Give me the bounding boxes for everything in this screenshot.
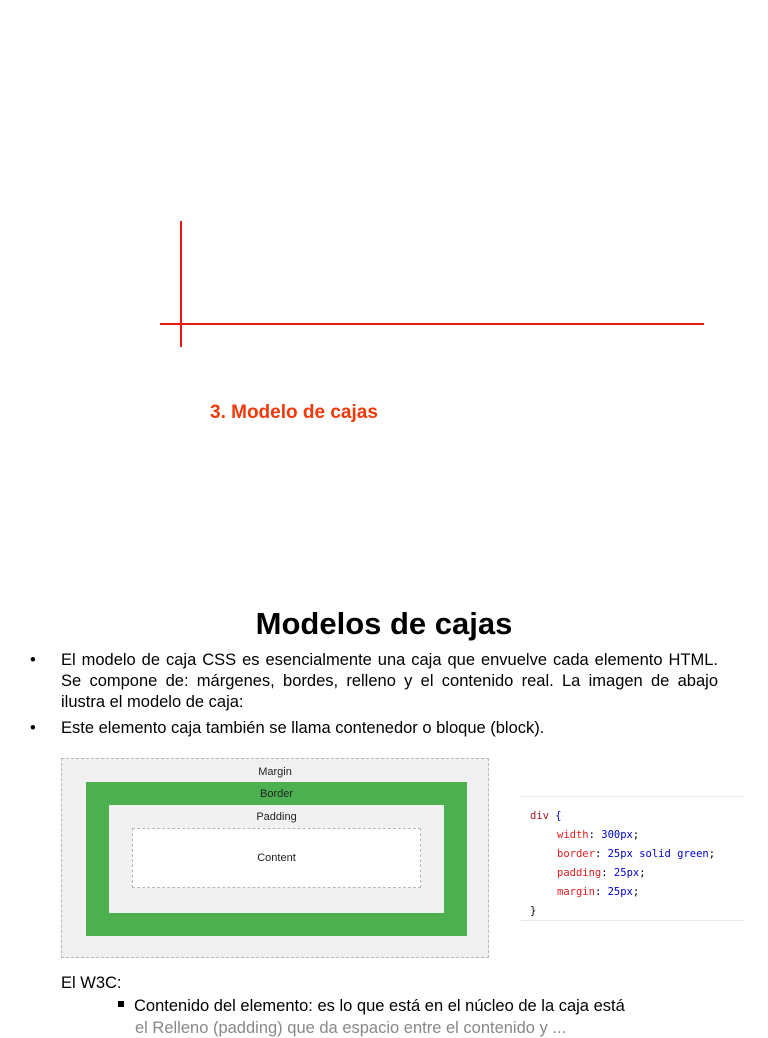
padding-label: Padding (256, 811, 297, 823)
section-title: 3. Modelo de cajas (210, 402, 378, 423)
code-open-brace: { (548, 810, 562, 822)
code-property: margin (557, 886, 595, 898)
code-value: 25px (613, 867, 640, 879)
code-value: 25px solid green (607, 848, 709, 860)
code-line: margin: 25px; (557, 886, 640, 898)
code-line (530, 807, 744, 826)
w3c-list-item-text: Contenido del elemento: es lo que está en el núcleo de la caja está (134, 997, 625, 1015)
list-item-text: Este elemento caja también se llama contenedor o bloque (block). (61, 719, 545, 737)
content-area (132, 828, 421, 888)
horizontal-red-line (160, 323, 704, 325)
cut-off-text: el Relleno (padding) que da espacio entre el contenido y ... (135, 1019, 567, 1037)
bullet-marker: • (30, 651, 36, 669)
border-label: Border (259, 788, 294, 800)
list-item (28, 718, 718, 739)
square-bullet-icon (118, 1001, 124, 1007)
w3c-list-item (118, 997, 625, 1016)
list-item-text: El modelo de caja CSS es esencialmente una caja que envuelve cada elemento HTML. Se compone de: márgenes, bordes, relleno y el contenido real. La imagen de abajo ilustra el modelo de caja: (61, 651, 718, 711)
code-line: width: 300px; (557, 829, 640, 841)
code-close-brace: } (530, 905, 537, 917)
box-model-diagram (61, 758, 489, 958)
code-line: padding: 25px; (557, 867, 646, 879)
code-selector: div (530, 810, 549, 822)
code-property: border (557, 848, 595, 860)
code-line: border: 25px solid green; (557, 848, 716, 860)
vertical-red-line (180, 221, 182, 347)
css-code-block (521, 796, 744, 921)
code-value: 25px (607, 886, 633, 898)
code-property: width (557, 829, 589, 841)
content-label: Content (257, 852, 296, 864)
padding-area (109, 805, 444, 913)
code-line (530, 902, 744, 921)
bullet-marker: • (30, 719, 36, 737)
border-area (86, 782, 467, 936)
code-value: 300px (601, 829, 633, 841)
page-title: Modelos de cajas (255, 606, 513, 641)
list-item (28, 650, 718, 713)
code-property: padding (557, 867, 602, 879)
w3c-heading: El W3C: (61, 974, 122, 992)
margin-label: Margin (258, 766, 292, 778)
bullet-list (28, 650, 718, 744)
